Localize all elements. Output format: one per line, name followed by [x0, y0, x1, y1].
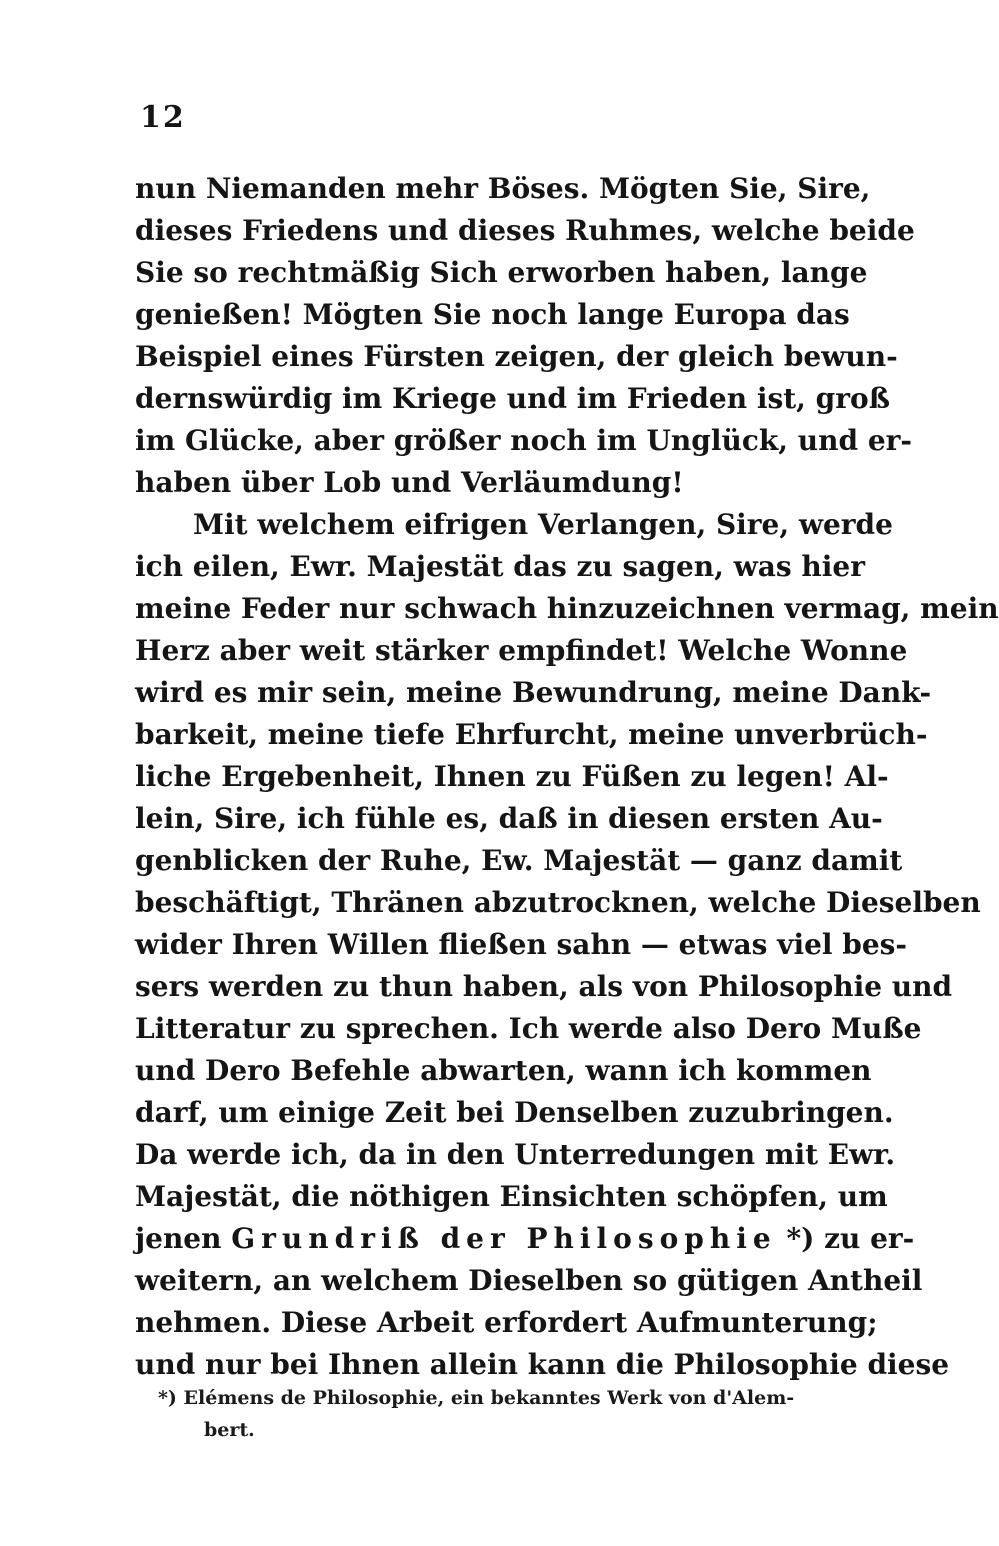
text-line: lein, Sire, ich fühle es, daß in diesen ersten Au-: [135, 802, 883, 835]
text-line: wird es mir sein, meine Bewundrung, meine Dank-: [135, 676, 932, 709]
text-line: sers werden zu thun haben, als von Philosophie und: [135, 970, 953, 1003]
text-line: Da werde ich, da in den Unterredungen mit Ewr.: [135, 1138, 896, 1171]
text-line: wider Ihren Willen fließen sahn — etwas viel bes-: [135, 928, 908, 961]
footnote: [158, 1382, 838, 1446]
text-line: haben über Lob und Verläumdung!: [135, 466, 684, 499]
text-line: dieses Friedens und dieses Ruhmes, welche beide: [135, 214, 915, 247]
spaced-title: Grundriß der Philosophie: [231, 1222, 777, 1255]
text-line: weitern, an welchem Dieselben so gütigen Antheil: [135, 1264, 923, 1297]
text-fragment: jenen: [135, 1222, 222, 1255]
body-text: [135, 168, 999, 1386]
text-line: beschäftigt, Thränen abzutrocknen, welche Dieselben: [135, 886, 981, 919]
text-line: genblicken der Ruhe, Ew. Majestät — ganz damit: [135, 844, 903, 877]
text-line: Beispiel eines Fürsten zeigen, der gleich bewun-: [135, 340, 898, 373]
footnote-line: bert.: [204, 1419, 255, 1441]
text-line: Sie so rechtmäßig Sich erworben haben, lange: [135, 256, 868, 289]
text-line: nehmen. Diese Arbeit erfordert Aufmunterung;: [135, 1306, 878, 1339]
text-line: dernswürdig im Kriege und im Frieden ist, groß: [135, 382, 890, 415]
text-line: [135, 1218, 915, 1260]
text-line: meine Feder nur schwach hinzuzeichnen vermag, mein: [135, 592, 999, 625]
text-line: Litteratur zu sprechen. Ich werde also Dero Muße: [135, 1012, 922, 1045]
text-line: Mit welchem eifrigen Verlangen, Sire, werde: [193, 508, 893, 541]
text-fragment: *) zu er-: [786, 1222, 915, 1255]
text-line: und Dero Befehle abwarten, wann ich kommen: [135, 1054, 872, 1087]
text-line: ich eilen, Ewr. Majestät das zu sagen, was hier: [135, 550, 865, 583]
footnote-line: *) Elémens de Philosophie, ein bekanntes Werk von d'Alem-: [158, 1387, 795, 1409]
text-line: genießen! Mögten Sie noch lange Europa das: [135, 298, 850, 331]
text-line: Herz aber weit stärker empfindet! Welche Wonne: [135, 634, 908, 667]
text-line: Majestät, die nöthigen Einsichten schöpfen, um: [135, 1180, 888, 1213]
text-line: liche Ergebenheit, Ihnen zu Füßen zu legen! Al-: [135, 760, 889, 793]
text-line: im Glücke, aber größer noch im Unglück, und er-: [135, 424, 913, 457]
text-line: und nur bei Ihnen allein kann die Philosophie diese: [135, 1348, 950, 1381]
text-line: nun Niemanden mehr Böses. Mögten Sie, Sire,: [135, 172, 871, 205]
text-line: darf, um einige Zeit bei Denselben zuzubringen.: [135, 1096, 894, 1129]
text-line: barkeit, meine tiefe Ehrfurcht, meine unverbrüch-: [135, 718, 928, 751]
page-number: 12: [140, 100, 186, 135]
